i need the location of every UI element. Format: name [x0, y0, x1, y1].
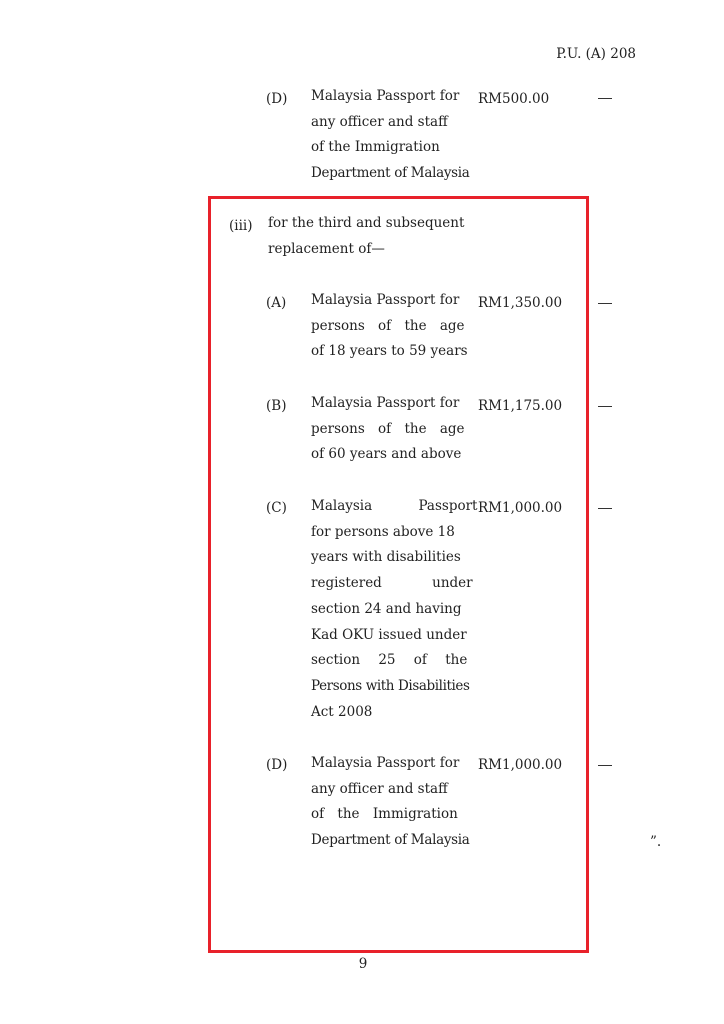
desc-line: persons of the age [311, 420, 465, 437]
em-dash [598, 765, 612, 766]
desc-line: section 25 of the [311, 652, 468, 669]
desc-line: registered under [311, 575, 473, 592]
top-item-description [311, 84, 470, 187]
item-a-amount: RM1,350.00 [478, 295, 563, 311]
em-dash [598, 303, 612, 304]
desc-line: years with disabilities [311, 549, 461, 566]
desc-line: of the Immigration [311, 139, 440, 156]
item-d-letter: (D) [266, 757, 288, 773]
section-iii-heading [268, 211, 464, 262]
desc-line: for persons above 18 [311, 523, 455, 540]
item-a-letter: (A) [266, 295, 287, 311]
closing-quote: ”. [650, 834, 662, 850]
page-number: 9 [358, 956, 368, 972]
desc-line: Malaysia Passport for [311, 395, 460, 411]
item-d-amount: RM1,000.00 [478, 757, 563, 773]
item-a-description [311, 288, 468, 365]
desc-line: Malaysia Passport for [311, 755, 460, 771]
item-b-letter: (B) [266, 398, 287, 414]
top-item-letter: (D) [266, 91, 288, 107]
desc-line: of 60 years and above [311, 446, 462, 463]
heading-line: for the third and subsequent [268, 215, 465, 231]
desc-line: Kad OKU issued under [311, 626, 467, 643]
desc-line: any officer and staff [311, 113, 448, 130]
item-c-letter: (C) [266, 500, 287, 516]
desc-line: Persons with Disabilities [311, 677, 470, 694]
desc-line: Department of Malaysia [311, 165, 470, 182]
item-d-description [311, 751, 470, 854]
em-dash [598, 98, 612, 99]
desc-line: of the Immigration [311, 806, 458, 823]
item-c-description [311, 494, 478, 725]
item-b-amount: RM1,175.00 [478, 398, 563, 414]
section-iii-numeral: (iii) [229, 218, 253, 234]
desc-line: section 24 and having [311, 600, 462, 617]
item-b-description [311, 391, 465, 468]
top-item-amount: RM500.00 [478, 91, 550, 107]
page-header-reference: P.U. (A) 208 [556, 46, 636, 62]
desc-line: Malaysia Passport for [311, 292, 460, 308]
desc-line: persons of the age [311, 317, 465, 334]
item-c-amount: RM1,000.00 [478, 500, 563, 516]
desc-line: Malaysia Passport [311, 498, 478, 514]
heading-line: replacement of— [268, 240, 385, 257]
desc-line: Malaysia Passport for [311, 88, 460, 104]
desc-line: any officer and staff [311, 780, 448, 797]
em-dash [598, 508, 612, 509]
desc-line: of 18 years to 59 years [311, 343, 468, 360]
desc-line: Department of Malaysia [311, 832, 470, 849]
desc-line: Act 2008 [311, 703, 373, 720]
em-dash [598, 406, 612, 407]
